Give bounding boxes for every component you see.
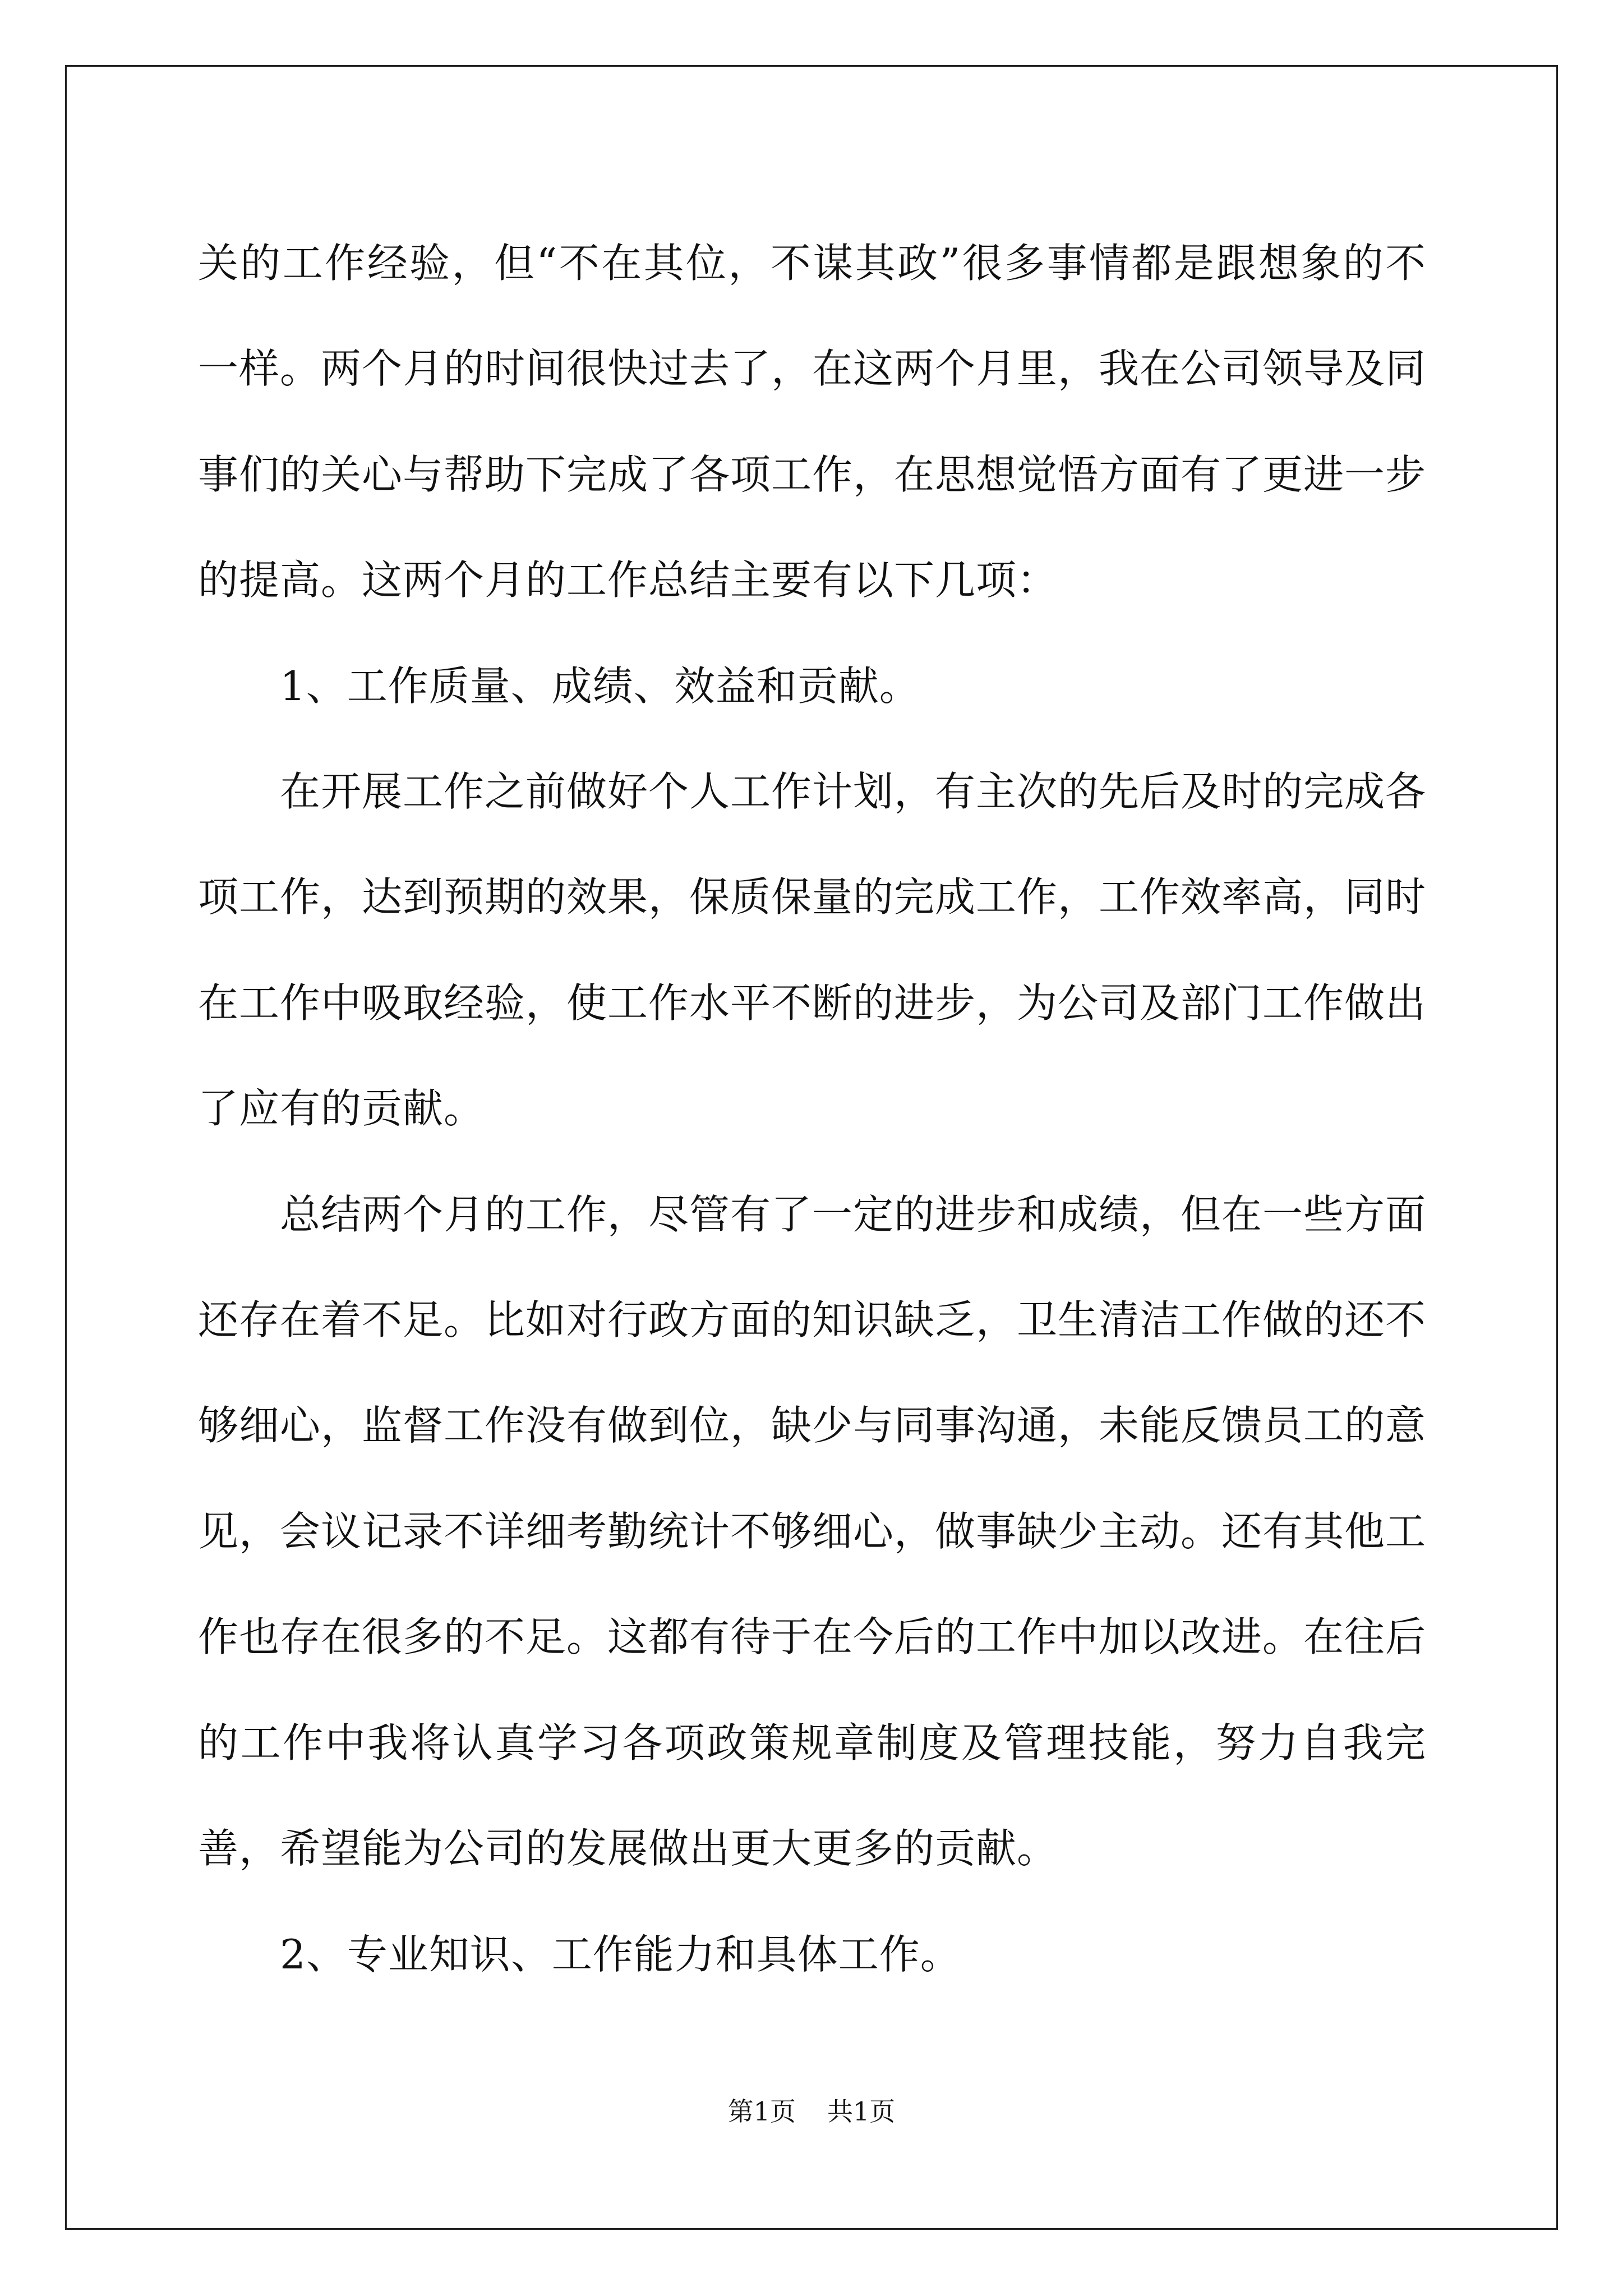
paragraph-shortcomings: 总结两个月的工作，尽管有了一定的进步和成绩，但在一些方面还存在着不足。比如对行政方面的知识缺乏，卫生清洁工作做的还不够细心，监督工作没有做到位，缺少与同事沟通，未能反馈员工的意见，会议记录不详细考勤统计不够细心，做事缺少主动。还有其他工作也存在很多的不足。这都有待于在今后的工作中加以改进。在往后的工作中我将认真学习各项政策规章制度及管理技能，努力自我完善，希望能为公司的发展做出更大更多的贡献。 [198, 1190, 1427, 1872]
page-footer [0, 2095, 1623, 2128]
document-body [198, 210, 1426, 2007]
section-heading-2: 2、专业知识、工作能力和具体工作。 [280, 1930, 961, 1978]
page-number-current: 第1页 [727, 2096, 796, 2127]
section-heading-1: 1、工作质量、成绩、效益和贡献。 [280, 662, 920, 710]
page-number-total: 共1页 [827, 2096, 896, 2127]
paragraph-work-plan: 在开展工作之前做好个人工作计划，有主次的先后及时的完成各项工作，达到预期的效果，保质保量的完成工作，工作效率高，同时在工作中吸取经验，使工作水平不断的进步，为公司及部门工作做出了应有的贡献。 [198, 768, 1427, 1133]
paragraph-intro: 关的工作经验，但“不在其位，不谋其政”很多事情都是跟想象的不一样。两个月的时间很快过去了，在这两个月里，我在公司领导及同事们的关心与帮助下完成了各项工作，在思想觉悟方面有了更进一步的提高。这两个月的工作总结主要有以下几项： [198, 240, 1427, 604]
